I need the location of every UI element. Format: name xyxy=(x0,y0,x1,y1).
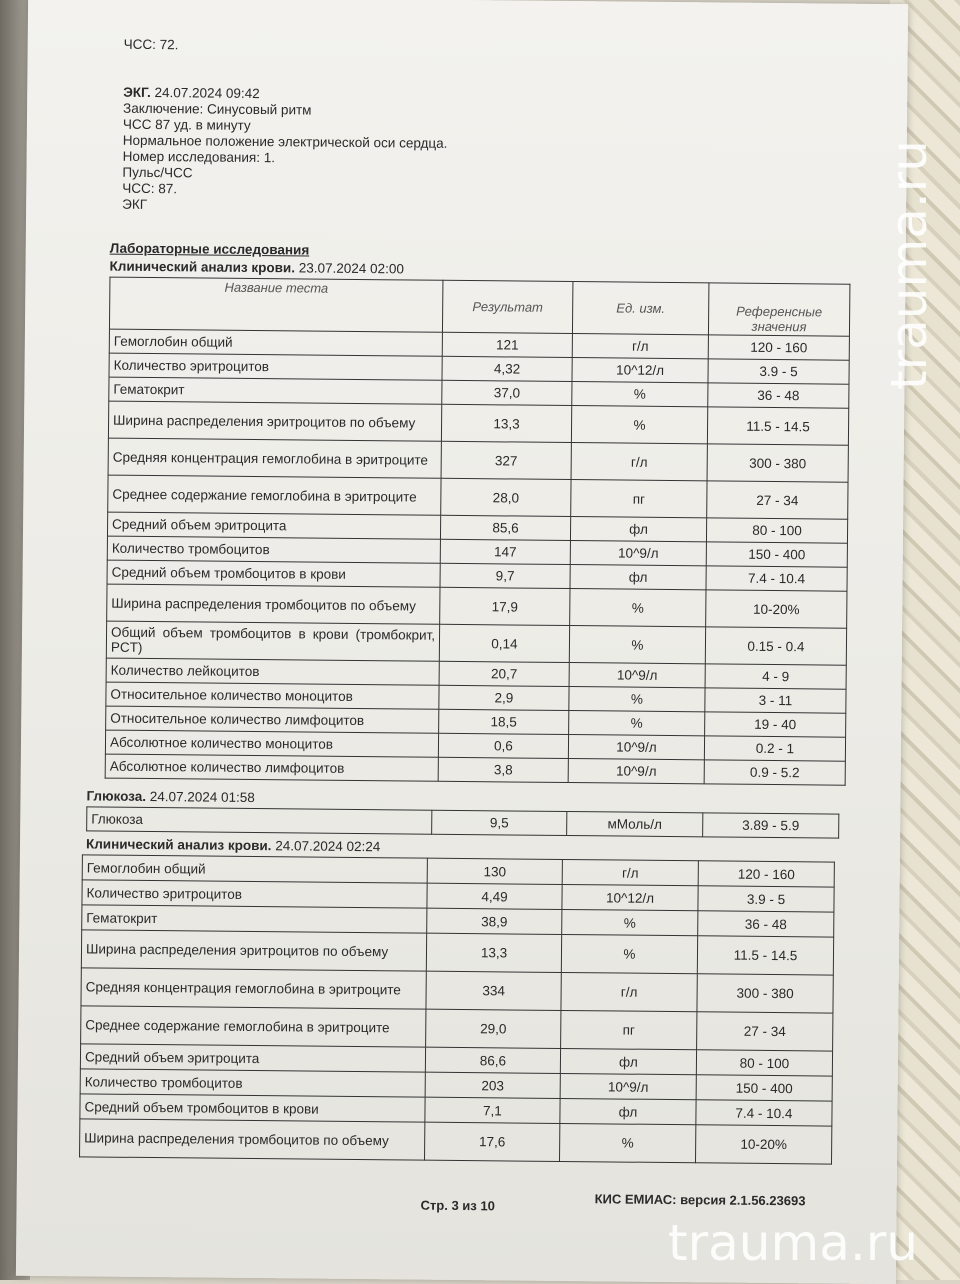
cell-result: 7,1 xyxy=(425,1097,560,1123)
cell-result: 20,7 xyxy=(439,661,569,686)
cell-reference: 7.4 - 10.4 xyxy=(696,1100,832,1126)
cell-reference: 300 - 380 xyxy=(697,974,833,1013)
lab-title: Лабораторные исследования xyxy=(109,240,310,258)
cell-unit: % xyxy=(570,589,706,627)
cell-reference: 10-20% xyxy=(695,1125,831,1164)
cell-unit: г/л xyxy=(561,972,697,1011)
cell-reference: 36 - 48 xyxy=(698,911,834,937)
cell-test-name: Средняя концентрация гемоглобина в эритроците xyxy=(81,968,426,1009)
header-line: Нормальное положение электрической оси сердца. xyxy=(122,132,448,151)
header-line: ЭКГ. 24.07.2024 09:42 xyxy=(123,84,260,102)
cell-reference: 150 - 400 xyxy=(696,1075,832,1101)
cell-test-name: Среднее содержание гемоглобина в эритроците xyxy=(108,475,441,515)
cell-unit: % xyxy=(572,382,708,407)
cell-reference: 3.89 - 5.9 xyxy=(703,813,839,838)
cell-reference: 80 - 100 xyxy=(706,518,847,543)
software-version: КИС ЕМИАС: версия 2.1.56.23693 xyxy=(594,1191,806,1209)
cell-test-name: Относительное количество моноцитов xyxy=(106,682,439,709)
cell-result: 37,0 xyxy=(442,380,572,405)
cell-result: 334 xyxy=(426,971,561,1010)
header-line: ЧСС: 87. xyxy=(122,180,178,197)
cell-unit: 10^12/л xyxy=(562,884,698,910)
cell-unit: 10^9/л xyxy=(568,759,704,784)
cell-result: 17,6 xyxy=(425,1122,560,1161)
cell-test-name: Ширина распределения тромбоцитов по объему xyxy=(80,1119,425,1160)
watermark-horizontal: trauma.ru xyxy=(668,1214,918,1272)
ecg-header-block xyxy=(28,0,908,212)
document-page xyxy=(16,0,908,1284)
cell-test-name: Количество эритроцитов xyxy=(109,353,442,380)
cell-test-name: Абсолютное количество лимфоцитов xyxy=(105,754,438,781)
cell-result: 2,9 xyxy=(439,685,569,710)
header-line: Заключение: Синусовый ритм xyxy=(123,100,312,118)
cell-test-name: Средний объем тромбоцитов в крови xyxy=(80,1094,425,1122)
cell-reference: 80 - 100 xyxy=(696,1050,832,1076)
cell-reference: 0.15 - 0.4 xyxy=(705,627,846,665)
cell-test-name: Количество лейкоцитов xyxy=(106,658,439,685)
section-title-3: Клинический анализ крови. 24.07.2024 02:24 xyxy=(85,836,381,855)
cell-test-name: Средний объем эритроцита xyxy=(107,512,440,539)
cell-result: 327 xyxy=(441,441,571,479)
cell-reference: 300 - 380 xyxy=(707,444,848,482)
cell-test-name: Гематокрит xyxy=(109,377,442,404)
cell-result: 28,0 xyxy=(441,478,571,516)
header-line: Пульс/ЧСС xyxy=(122,164,193,181)
cell-unit: фл xyxy=(570,517,706,542)
cell-result: 121 xyxy=(442,332,572,357)
cell-reference: 0.2 - 1 xyxy=(704,736,845,761)
cell-result: 0,14 xyxy=(439,624,569,662)
cell-unit: 10^12/л xyxy=(572,358,708,383)
table-row xyxy=(80,1119,832,1164)
cell-test-name: Средняя концентрация гемоглобина в эритроците xyxy=(108,438,441,478)
cell-reference: 120 - 160 xyxy=(708,335,849,360)
cell-result: 85,6 xyxy=(440,515,570,540)
cell-test-name: Количество эритроцитов xyxy=(82,880,427,908)
cell-test-name: Средний объем эритроцита xyxy=(80,1044,425,1072)
cell-result: 17,9 xyxy=(440,587,570,625)
cell-reference: 7.4 - 10.4 xyxy=(706,566,847,591)
cell-reference: 4 - 9 xyxy=(705,664,846,689)
cell-unit: г/л xyxy=(562,859,698,885)
cell-reference: 150 - 400 xyxy=(706,542,847,567)
cell-reference: 19 - 40 xyxy=(705,712,846,737)
cell-reference: 3 - 11 xyxy=(705,688,846,713)
page-number: Стр. 3 из 10 xyxy=(420,1197,495,1214)
cell-reference: 11.5 - 14.5 xyxy=(707,407,848,445)
cell-result: 3,8 xyxy=(438,757,568,782)
cell-unit: % xyxy=(562,909,698,935)
cell-unit: 10^9/л xyxy=(570,541,706,566)
cell-reference: 36 - 48 xyxy=(708,383,849,408)
cell-reference: 120 - 160 xyxy=(698,861,834,887)
cell-unit: % xyxy=(561,934,697,973)
cell-test-name: Количество тромбоцитов xyxy=(80,1069,425,1097)
cell-unit: % xyxy=(569,687,705,712)
cell-result: 29,0 xyxy=(426,1009,561,1048)
header-line: Номер исследования: 1. xyxy=(122,148,276,166)
cell-unit: фл xyxy=(570,565,706,590)
cell-result: 9,7 xyxy=(440,563,570,588)
cell-result: 4,32 xyxy=(442,356,572,381)
cell-reference: 27 - 34 xyxy=(707,481,848,519)
cell-result: 86,6 xyxy=(425,1047,560,1073)
cell-unit: мМоль/л xyxy=(567,812,703,837)
cell-result: 130 xyxy=(427,858,562,884)
cell-test-name: Среднее содержание гемоглобина в эритроците xyxy=(81,1006,426,1047)
cell-test-name: Гемоглобин общий xyxy=(82,855,427,883)
cell-result: 9,5 xyxy=(432,810,567,835)
lab-table-1 xyxy=(105,277,851,786)
cell-unit: % xyxy=(571,406,707,444)
cell-unit: г/л xyxy=(572,334,708,359)
col-header-ref: Референсные значения xyxy=(708,283,849,336)
cell-unit: % xyxy=(559,1123,695,1162)
cell-unit: пг xyxy=(571,480,707,518)
cell-unit: 10^9/л xyxy=(568,735,704,760)
col-header-unit: Ед. изм. xyxy=(572,282,708,335)
cell-unit: г/л xyxy=(571,443,707,481)
cell-test-name: Ширина распределения тромбоцитов по объему xyxy=(107,584,440,624)
col-header-result: Результат xyxy=(442,280,572,333)
cell-test-name: Ширина распределения эритроцитов по объему xyxy=(81,930,426,971)
cell-test-name: Относительное количество лимфоцитов xyxy=(106,706,439,733)
cell-reference: 27 - 34 xyxy=(697,1012,833,1051)
col-header-name: Название теста xyxy=(109,277,442,332)
cell-reference: 3.9 - 5 xyxy=(698,886,834,912)
watermark-vertical: trauma.ru xyxy=(880,140,938,390)
cell-result: 0,6 xyxy=(438,733,568,758)
header-line: ЧСС 87 уд. в минуту xyxy=(122,116,251,133)
lab-table-2 xyxy=(86,806,839,838)
cell-unit: % xyxy=(569,626,705,664)
cell-unit: 10^9/л xyxy=(569,663,705,688)
section-title-1: Клинический анализ крови. 23.07.2024 02:00 xyxy=(109,258,404,277)
cell-unit: 10^9/л xyxy=(560,1073,696,1099)
cell-unit: фл xyxy=(560,1098,696,1124)
cell-result: 13,3 xyxy=(426,933,561,972)
table-row xyxy=(87,807,839,838)
cell-test-name: Абсолютное количество моноцитов xyxy=(105,730,438,757)
cell-test-name: Гематокрит xyxy=(82,905,427,933)
cell-test-name: Гемоглобин общий xyxy=(109,329,442,356)
cell-test-name: Ширина распределения эритроцитов по объему xyxy=(108,401,441,441)
section-title-2: Глюкоза. 24.07.2024 01:58 xyxy=(86,788,255,806)
cell-reference: 3.9 - 5 xyxy=(708,359,849,384)
cell-unit: % xyxy=(569,711,705,736)
cell-result: 18,5 xyxy=(439,709,569,734)
cell-result: 147 xyxy=(440,539,570,564)
cell-test-name: Глюкоза xyxy=(87,807,432,834)
cell-result: 13,3 xyxy=(441,404,571,442)
cell-reference: 0.9 - 5.2 xyxy=(704,760,845,785)
cell-test-name: Общий объем тромбоцитов в крови (тромбокрит, PCT) xyxy=(106,621,439,661)
cell-result: 4,49 xyxy=(427,883,562,909)
header-line: ЧСС: 72. xyxy=(123,36,179,53)
cell-result: 203 xyxy=(425,1072,560,1098)
header-line: ЭКГ xyxy=(122,196,148,212)
cell-unit: пг xyxy=(561,1010,697,1049)
cell-reference: 10-20% xyxy=(706,590,847,628)
cell-result: 38,9 xyxy=(427,908,562,934)
cell-test-name: Количество тромбоцитов xyxy=(107,536,440,563)
cell-test-name: Средний объем тромбоцитов в крови xyxy=(107,560,440,587)
lab-table-3 xyxy=(79,854,835,1164)
cell-reference: 11.5 - 14.5 xyxy=(697,936,833,975)
cell-unit: фл xyxy=(560,1048,696,1074)
